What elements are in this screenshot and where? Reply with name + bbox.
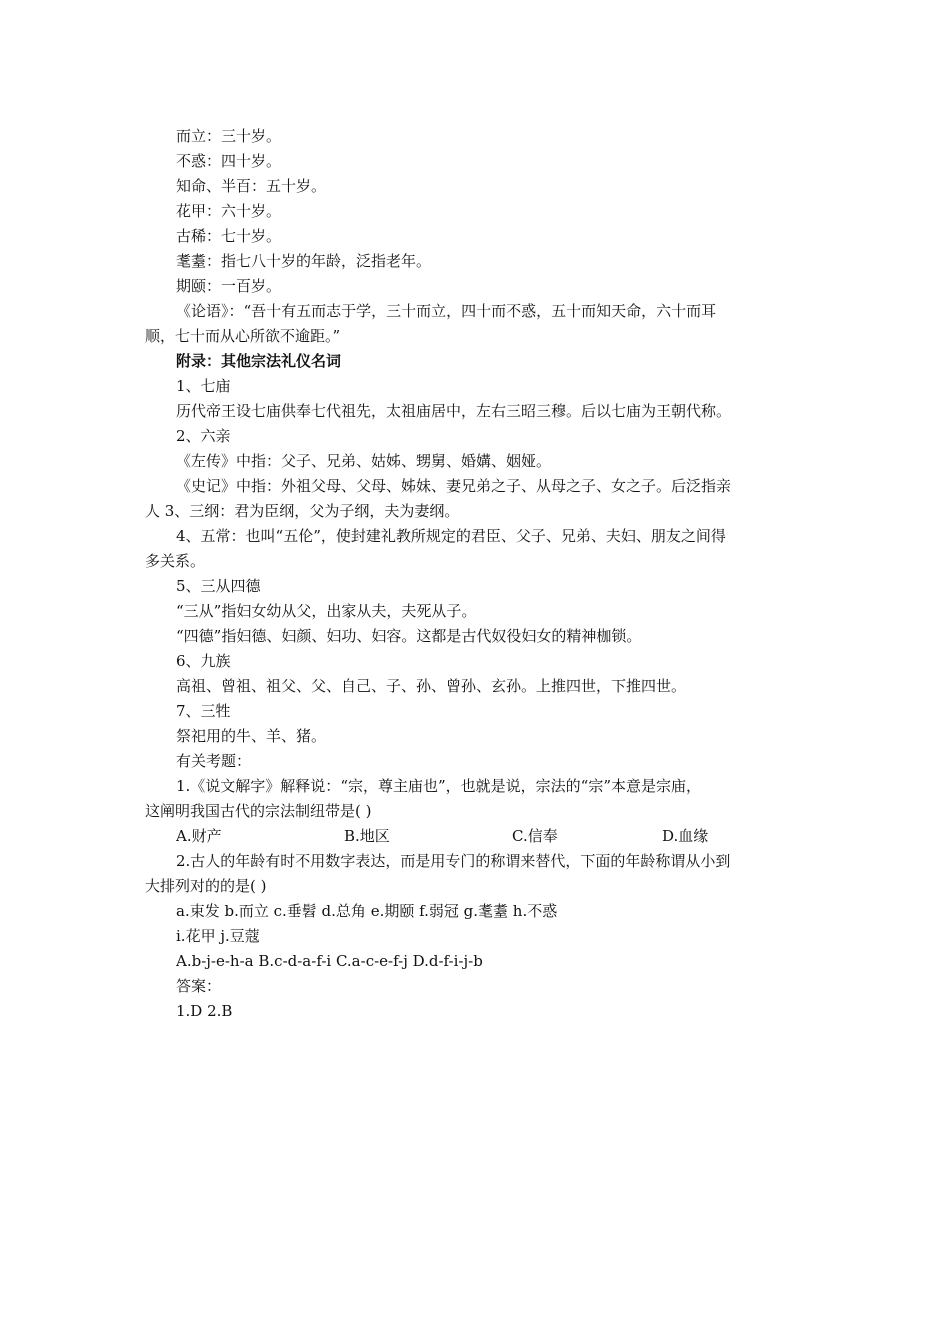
- question-1-line-2: 这阐明我国古代的宗法制纽带是( ): [145, 802, 372, 820]
- question-2-line-2: 大排列对的的是( ): [145, 877, 267, 895]
- text-line-lunyu-2: 顺，七十而从心所欲不逾距。”: [145, 327, 341, 345]
- text-line-lunyu-1: 《论语》：“吾十有五而志于学，三十而立，四十而不惑，五十而知天命，六十而耳: [176, 302, 717, 320]
- text-line-sancong: “三从”指妇女幼从父，出家从夫，夫死从子。: [176, 602, 477, 620]
- text-line-wuchang-1: 4、五常：也叫“五伦”，使封建礼教所规定的君臣、父子、兄弟、夫妇、朋友之间得: [176, 527, 726, 545]
- text-line-side: “四德”指妇德、妇颜、妇功、妇容。这都是古代奴役妇女的精神枷锁。: [176, 627, 642, 645]
- option-b: B.地区: [344, 827, 390, 845]
- text-line-guxi: 古稀：七十岁。: [176, 227, 282, 245]
- item-heading-liuqin: 2、六亲: [176, 427, 231, 445]
- text-line-buhuo: 不惑：四十岁。: [176, 152, 282, 170]
- text-line-wuchang-2: 多关系。: [145, 552, 206, 570]
- item-heading-jiuzu: 6、九族: [176, 652, 231, 670]
- option-c: C.信奉: [512, 827, 558, 845]
- section-heading-appendix: 附录：其他宗法礼仪名词: [176, 352, 342, 370]
- text-line-zuozhuan: 《左传》中指：父子、兄弟、姑姊、甥舅、婚媾、姻娅。: [176, 452, 552, 470]
- text-line-shiji-2: 人 3、三纲：君为臣纲，父为子纲，夫为妻纲。: [145, 502, 460, 520]
- text-line-jiuzu: 高祖、曾祖、祖父、父、自己、子、孙、曾孙、玄孙。上推四世，下推四世。: [176, 677, 687, 695]
- text-line-qimiao: 历代帝王设七庙供奉七代祖先，太祖庙居中，左右三昭三穆。后以七庙为王朝代称。: [176, 402, 732, 420]
- text-line-erli: 而立：三十岁。: [176, 127, 282, 145]
- question-1-line-1: 1.《说文解字》解释说：“宗，尊主庙也”，也就是说，宗法的“宗”本意是宗庙，: [176, 777, 701, 795]
- text-line-qiyi: 期颐：一百岁。: [176, 277, 282, 295]
- question-2-options: A.b-j-e-h-a B.c-d-a-f-i C.a-c-e-f-j D.d-f-i-j-b: [176, 952, 483, 970]
- option-a: A.财产: [176, 827, 222, 845]
- text-line-shiji-1: 《史记》中指：外祖父母、父母、姊妹、妻兄弟之子、从母之子、女之子。后泛指亲: [176, 477, 732, 495]
- question-2-line-1: 2.古人的年龄有时不用数字表达，而是用专门的称谓来替代，下面的年龄称谓从小到: [176, 852, 731, 870]
- text-line-zhiming: 知命、半百：五十岁。: [176, 177, 327, 195]
- option-d: D.血缘: [662, 827, 709, 845]
- item-heading-qimiao: 1、七庙: [176, 377, 231, 395]
- answer-heading: 答案：: [176, 977, 222, 995]
- item-heading-sansheng: 7、三牲: [176, 702, 231, 720]
- text-line-kaoti: 有关考题：: [176, 752, 252, 770]
- item-heading-sancong: 5、三从四德: [176, 577, 261, 595]
- text-line-huajia: 花甲：六十岁。: [176, 202, 282, 220]
- text-line-maodie: 耄耋：指七八十岁的年龄，泛指老年。: [176, 252, 432, 270]
- question-2-terms-1: a.束发 b.而立 c.垂髫 d.总角 e.期颐 f.弱冠 g.耄耋 h.不惑: [176, 902, 558, 920]
- question-2-terms-2: i.花甲 j.豆蔻: [176, 927, 260, 945]
- answer-text: 1.D 2.B: [176, 1002, 233, 1020]
- text-line-sansheng: 祭祀用的牛、羊、猪。: [176, 727, 327, 745]
- question-1-options: [176, 824, 816, 849]
